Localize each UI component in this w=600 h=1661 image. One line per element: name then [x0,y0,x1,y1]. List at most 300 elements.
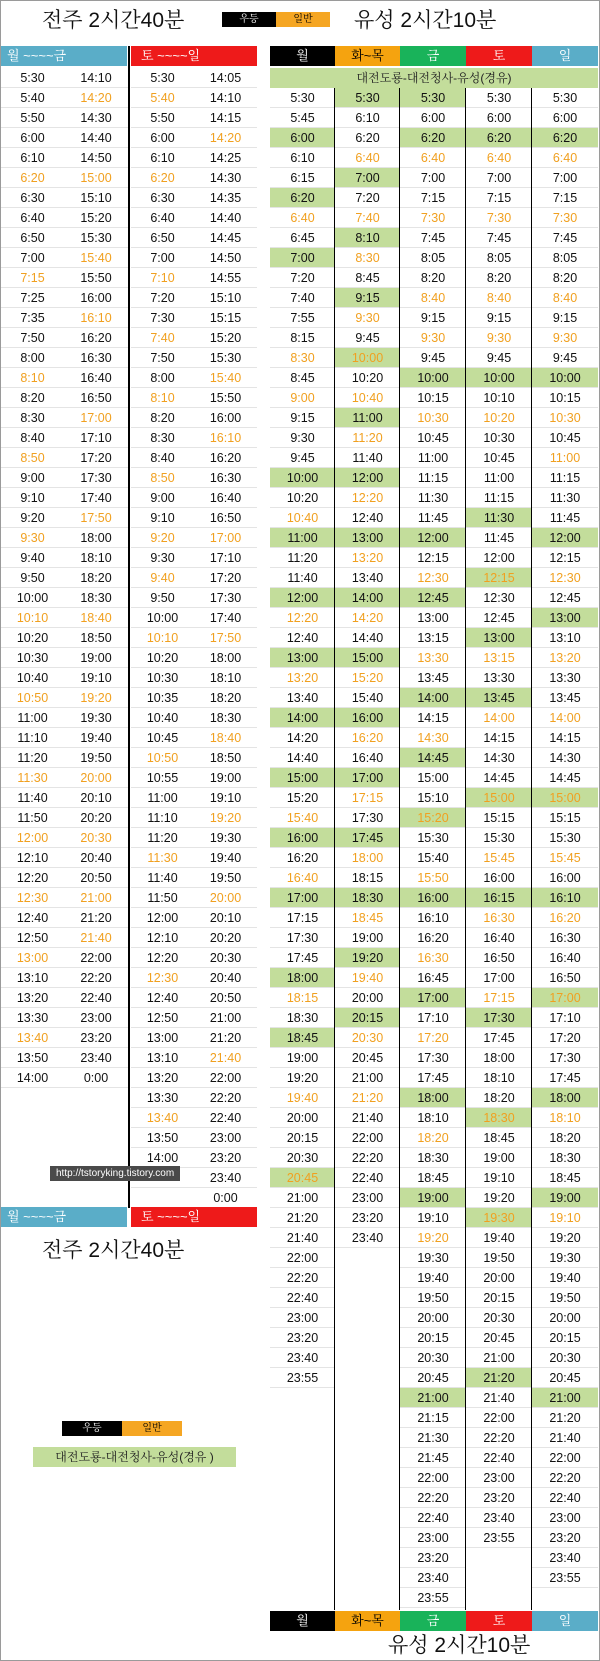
time-cell: 19:50 [64,748,128,768]
time-cell: 19:00 [64,648,128,668]
jeonju-title: 전주 2시간40분 [42,9,185,32]
time-cell: 19:40 [335,968,400,988]
time-cell: 17:50 [194,628,257,648]
time-cell: 15:40 [64,248,128,268]
time-cell: 6:00 [1,128,64,148]
time-cell: 14:00 [532,708,598,728]
time-cell: 11:30 [532,488,598,508]
time-cell: 16:40 [466,928,532,948]
time-cell: 9:30 [270,428,335,448]
time-cell: 11:50 [131,888,194,908]
time-cell: 12:10 [131,928,194,948]
time-cell: 23:20 [194,1148,257,1168]
time-cell: 11:20 [131,828,194,848]
time-cell: 17:00 [335,768,400,788]
yuseong-divider-2 [399,88,400,1610]
time-cell: 12:00 [1,828,64,848]
time-cell: 8:50 [131,468,194,488]
time-cell: 9:20 [131,528,194,548]
time-cell: 9:30 [400,328,466,348]
time-cell: 5:30 [532,88,598,108]
time-cell: 10:20 [270,488,335,508]
time-cell: 7:15 [400,188,466,208]
time-cell: 19:10 [400,1208,466,1228]
time-cell: 11:40 [335,448,400,468]
yuseong-col-tue-thu [335,88,400,1248]
time-cell: 19:20 [270,1068,335,1088]
time-cell: 9:50 [1,568,64,588]
time-cell: 20:00 [400,1308,466,1328]
time-cell: 9:15 [400,308,466,328]
yuseong-title-bottom: 유성 2시간10분 [388,1634,531,1657]
time-cell: 19:10 [194,788,257,808]
time-cell: 11:45 [532,508,598,528]
time-cell: 16:30 [466,908,532,928]
time-cell: 23:40 [335,1228,400,1248]
time-cell: 12:30 [131,968,194,988]
time-cell: 9:40 [1,548,64,568]
time-cell: 6:00 [131,128,194,148]
time-cell: 22:00 [466,1408,532,1428]
time-cell: 11:15 [466,488,532,508]
time-cell: 14:15 [400,708,466,728]
time-cell: 7:25 [1,288,64,308]
time-cell: 14:00 [270,708,335,728]
time-cell: 15:50 [64,268,128,288]
time-cell: 21:20 [64,908,128,928]
time-cell: 11:30 [1,768,64,788]
yuseong-divider-3 [465,88,466,1610]
time-cell: 15:10 [400,788,466,808]
time-cell: 9:45 [400,348,466,368]
time-cell: 9:30 [131,548,194,568]
time-cell: 15:00 [400,768,466,788]
time-cell: 22:40 [64,988,128,1008]
time-cell: 11:00 [400,448,466,468]
time-cell: 12:15 [532,548,598,568]
time-cell: 16:10 [400,908,466,928]
time-cell: 9:15 [466,308,532,328]
time-cell: 22:00 [400,1468,466,1488]
yuseong-footer-fri: 금 [400,1611,466,1631]
time-cell: 10:40 [1,668,64,688]
time-cell: 18:20 [64,568,128,588]
time-cell: 14:10 [194,88,257,108]
time-cell: 10:20 [1,628,64,648]
time-cell: 17:20 [532,1028,598,1048]
time-cell: 18:50 [194,748,257,768]
time-cell: 7:00 [1,248,64,268]
time-cell: 15:40 [270,808,335,828]
time-cell: 23:55 [400,1588,466,1608]
time-cell: 6:40 [532,148,598,168]
time-cell: 18:10 [532,1108,598,1128]
time-cell: 14:50 [64,148,128,168]
time-cell: 13:45 [400,668,466,688]
time-cell: 6:40 [400,148,466,168]
time-cell: 21:40 [532,1428,598,1448]
time-cell: 17:10 [194,548,257,568]
time-cell: 6:40 [1,208,64,228]
time-cell: 10:30 [532,408,598,428]
time-cell: 21:20 [270,1208,335,1228]
time-cell: 23:00 [64,1008,128,1028]
time-cell: 12:20 [1,868,64,888]
time-cell: 6:40 [131,208,194,228]
time-cell: 15:30 [194,348,257,368]
time-cell: 8:40 [1,428,64,448]
time-cell: 15:10 [194,288,257,308]
time-cell: 6:10 [335,108,400,128]
time-cell: 15:20 [270,788,335,808]
time-cell: 14:00 [335,588,400,608]
time-cell: 16:40 [335,748,400,768]
time-cell: 23:40 [64,1048,128,1068]
time-cell: 16:30 [194,468,257,488]
time-cell: 17:30 [194,588,257,608]
time-cell: 19:30 [532,1248,598,1268]
time-cell: 10:00 [532,368,598,388]
time-cell: 22:40 [270,1288,335,1308]
time-cell: 6:20 [532,128,598,148]
time-cell: 17:00 [532,988,598,1008]
jeonju-weekday-col-1 [1,68,64,1088]
time-cell: 16:50 [194,508,257,528]
time-cell: 14:10 [64,68,128,88]
time-cell: 20:45 [400,1368,466,1388]
time-cell: 11:40 [131,868,194,888]
time-cell: 18:10 [64,548,128,568]
yuseong-col-mon [270,88,335,1388]
time-cell: 13:00 [131,1028,194,1048]
time-cell: 9:15 [270,408,335,428]
time-cell: 22:40 [335,1168,400,1188]
time-cell: 20:15 [466,1288,532,1308]
time-cell: 9:00 [131,488,194,508]
time-cell: 12:00 [270,588,335,608]
time-cell: 20:15 [335,1008,400,1028]
time-cell: 5:30 [270,88,335,108]
time-cell: 12:15 [400,548,466,568]
time-cell: 18:45 [270,1028,335,1048]
time-cell: 23:00 [335,1188,400,1208]
time-cell: 19:30 [466,1208,532,1228]
legend-general-bottom: 일반 [122,1421,182,1436]
legend-general: 일반 [276,12,330,27]
time-cell: 7:15 [532,188,598,208]
time-cell: 20:40 [194,968,257,988]
time-cell: 20:50 [64,868,128,888]
time-cell: 21:00 [532,1388,598,1408]
time-cell: 17:30 [466,1008,532,1028]
time-cell: 12:40 [131,988,194,1008]
time-cell: 19:40 [64,728,128,748]
time-cell: 11:00 [532,448,598,468]
time-cell: 19:40 [532,1268,598,1288]
time-cell: 10:15 [400,388,466,408]
time-cell: 16:20 [270,848,335,868]
time-cell: 23:20 [270,1328,335,1348]
time-cell: 14:00 [400,688,466,708]
time-cell: 15:00 [532,788,598,808]
time-cell: 14:00 [1,1068,64,1088]
time-cell: 5:30 [400,88,466,108]
time-cell: 6:20 [400,128,466,148]
time-cell: 6:00 [270,128,335,148]
time-cell: 6:40 [335,148,400,168]
time-cell: 18:00 [64,528,128,548]
time-cell: 23:00 [270,1308,335,1328]
time-cell: 13:30 [466,668,532,688]
time-cell: 12:40 [1,908,64,928]
time-cell: 18:15 [335,868,400,888]
yuseong-col-fri [400,88,466,1608]
time-cell: 16:00 [466,868,532,888]
time-cell: 13:10 [532,628,598,648]
time-cell: 14:20 [335,608,400,628]
time-cell: 8:00 [131,368,194,388]
time-cell: 7:50 [1,328,64,348]
time-cell: 8:10 [1,368,64,388]
time-cell: 20:00 [270,1108,335,1128]
time-cell: 6:15 [270,168,335,188]
time-cell: 18:00 [532,1088,598,1108]
yuseong-footer-tue-thu: 화~목 [335,1611,400,1631]
time-cell: 22:20 [270,1268,335,1288]
time-cell: 7:45 [466,228,532,248]
time-cell: 5:50 [131,108,194,128]
time-cell: 10:45 [466,448,532,468]
time-cell: 10:30 [466,428,532,448]
jeonju-weekday-header: 월 ~~~~금 [1,46,127,66]
time-cell: 6:30 [131,188,194,208]
time-cell: 5:40 [131,88,194,108]
time-cell: 12:20 [270,608,335,628]
time-cell: 18:20 [194,688,257,708]
time-cell: 19:20 [400,1228,466,1248]
time-cell: 22:20 [64,968,128,988]
time-cell: 6:10 [270,148,335,168]
time-cell: 23:20 [335,1208,400,1228]
time-cell: 12:50 [131,1008,194,1028]
time-cell: 10:30 [131,668,194,688]
time-cell: 9:30 [466,328,532,348]
time-cell: 14:15 [532,728,598,748]
time-cell: 17:20 [400,1028,466,1048]
time-cell: 19:40 [400,1268,466,1288]
time-cell: 13:10 [1,968,64,988]
time-cell: 13:45 [466,688,532,708]
time-cell: 22:00 [270,1248,335,1268]
time-cell: 10:00 [400,368,466,388]
time-cell: 20:30 [64,828,128,848]
time-cell: 13:00 [1,948,64,968]
time-cell: 16:20 [194,448,257,468]
time-cell: 11:20 [1,748,64,768]
time-cell: 17:40 [194,608,257,628]
yuseong-col-sun [532,88,598,1588]
time-cell: 10:20 [466,408,532,428]
time-cell: 16:00 [64,288,128,308]
time-cell: 15:45 [532,848,598,868]
time-cell: 9:30 [335,308,400,328]
time-cell: 19:20 [466,1188,532,1208]
time-cell: 18:00 [400,1088,466,1108]
time-cell: 14:45 [194,228,257,248]
time-cell: 16:10 [532,888,598,908]
time-cell: 13:40 [131,1108,194,1128]
time-cell: 18:45 [532,1168,598,1188]
time-cell: 12:15 [466,568,532,588]
time-cell: 7:35 [1,308,64,328]
time-cell: 18:30 [64,588,128,608]
time-cell: 21:00 [400,1388,466,1408]
time-cell: 22:20 [466,1428,532,1448]
time-cell: 6:20 [466,128,532,148]
time-cell: 18:30 [400,1148,466,1168]
time-cell: 13:00 [270,648,335,668]
time-cell: 6:00 [400,108,466,128]
yuseong-divider-4 [531,88,532,1610]
time-cell: 17:15 [335,788,400,808]
time-cell: 6:30 [1,188,64,208]
time-cell: 9:40 [131,568,194,588]
time-cell: 14:45 [532,768,598,788]
time-cell: 8:05 [400,248,466,268]
time-cell: 10:30 [400,408,466,428]
time-cell: 9:45 [466,348,532,368]
time-cell: 21:00 [270,1188,335,1208]
time-cell: 14:25 [194,148,257,168]
time-cell: 5:30 [1,68,64,88]
time-cell: 20:00 [194,888,257,908]
time-cell: 11:30 [466,508,532,528]
time-cell: 20:30 [335,1028,400,1048]
time-cell: 19:50 [532,1288,598,1308]
time-cell: 11:40 [1,788,64,808]
time-cell: 11:40 [270,568,335,588]
time-cell: 14:45 [466,768,532,788]
time-cell: 16:30 [400,948,466,968]
time-cell: 11:00 [466,468,532,488]
time-cell: 13:20 [270,668,335,688]
time-cell: 16:00 [270,828,335,848]
time-cell: 20:30 [194,948,257,968]
time-cell: 22:20 [194,1088,257,1108]
time-cell: 12:00 [466,548,532,568]
time-cell: 21:00 [466,1348,532,1368]
time-cell: 16:20 [400,928,466,948]
time-cell: 18:30 [335,888,400,908]
time-cell: 15:30 [532,828,598,848]
time-cell: 8:30 [1,408,64,428]
time-cell: 7:30 [466,208,532,228]
time-cell: 13:30 [400,648,466,668]
time-cell: 16:20 [64,328,128,348]
time-cell: 15:20 [194,328,257,348]
time-cell: 23:40 [270,1348,335,1368]
time-cell: 8:45 [270,368,335,388]
time-cell: 10:10 [1,608,64,628]
time-cell: 14:30 [466,748,532,768]
time-cell: 23:20 [532,1528,598,1548]
time-cell: 12:30 [466,588,532,608]
time-cell: 17:10 [400,1008,466,1028]
time-cell: 20:15 [532,1328,598,1348]
time-cell: 21:40 [270,1228,335,1248]
time-cell: 23:00 [532,1508,598,1528]
time-cell: 19:40 [270,1088,335,1108]
time-cell: 12:00 [131,908,194,928]
jeonju-weekday-footer: 월 ~~~~금 [1,1207,127,1227]
time-cell: 15:30 [466,828,532,848]
time-cell: 7:40 [335,208,400,228]
time-cell: 14:30 [532,748,598,768]
time-cell: 16:20 [532,908,598,928]
time-cell: 12:40 [335,508,400,528]
time-cell: 19:00 [270,1048,335,1068]
time-cell: 9:50 [131,588,194,608]
time-cell: 17:20 [194,568,257,588]
time-cell: 21:00 [64,888,128,908]
time-cell: 23:00 [194,1128,257,1148]
time-cell: 19:50 [400,1288,466,1308]
time-cell: 21:20 [194,1028,257,1048]
time-cell: 8:30 [270,348,335,368]
time-cell: 17:00 [270,888,335,908]
time-cell: 12:00 [335,468,400,488]
time-cell: 20:15 [270,1128,335,1148]
time-cell: 21:00 [335,1068,400,1088]
time-cell: 17:15 [270,908,335,928]
time-cell: 5:45 [270,108,335,128]
time-cell: 22:00 [532,1448,598,1468]
time-cell: 10:20 [335,368,400,388]
yuseong-header-sat: 토 [466,46,532,66]
time-cell: 9:15 [532,308,598,328]
time-cell: 19:50 [194,868,257,888]
time-cell: 7:40 [270,288,335,308]
time-cell: 19:10 [532,1208,598,1228]
jeonju-weekend-footer: 토 ~~~~일 [131,1207,257,1227]
time-cell: 5:40 [1,88,64,108]
time-cell: 19:00 [532,1188,598,1208]
time-cell: 20:00 [466,1268,532,1288]
time-cell: 8:15 [270,328,335,348]
time-cell: 12:40 [270,628,335,648]
time-cell: 5:30 [335,88,400,108]
time-cell: 8:20 [400,268,466,288]
time-cell: 18:10 [194,668,257,688]
time-cell: 12:50 [1,928,64,948]
time-cell: 15:00 [335,648,400,668]
time-cell: 10:00 [1,588,64,608]
time-cell: 5:30 [131,68,194,88]
time-cell: 12:30 [400,568,466,588]
time-cell: 6:45 [270,228,335,248]
jeonju-weekend-col-1 [131,68,194,1208]
time-cell [131,1188,194,1208]
time-cell: 18:10 [400,1108,466,1128]
yuseong-route-banner: 대전도룡-대전청사-유성(경유) [270,68,598,88]
time-cell: 10:40 [270,508,335,528]
time-cell: 13:00 [400,608,466,628]
time-cell: 10:00 [131,608,194,628]
time-cell: 10:00 [466,368,532,388]
jeonju-weekend-header: 토 ~~~~일 [131,46,257,66]
time-cell: 6:50 [131,228,194,248]
time-cell: 7:45 [400,228,466,248]
